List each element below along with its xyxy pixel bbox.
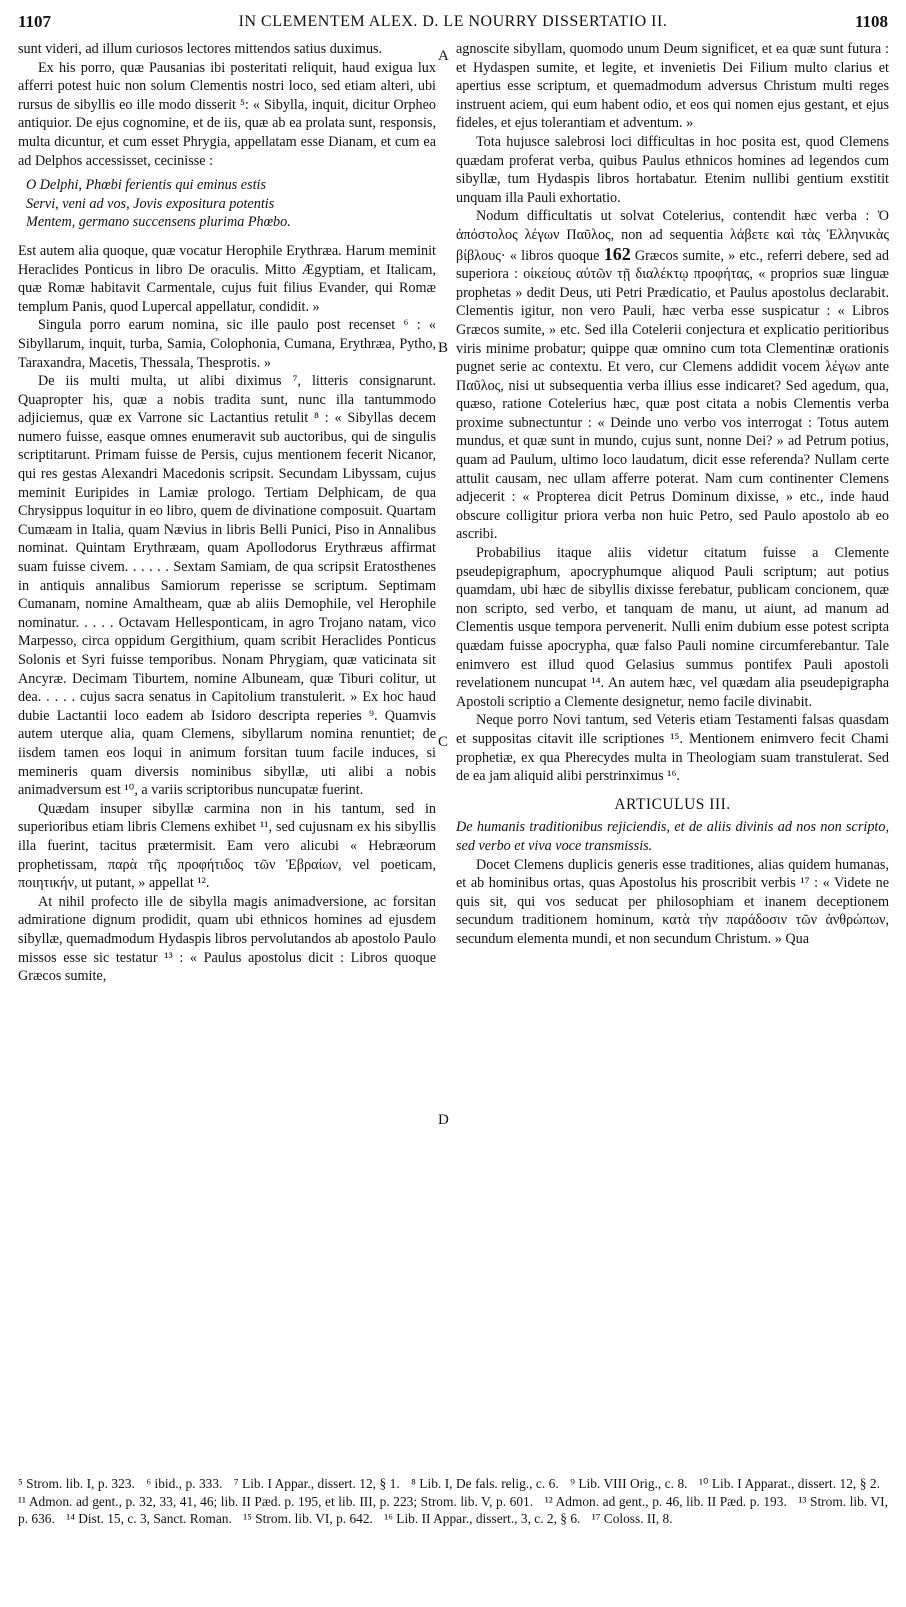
footnote: ¹⁶ Lib. II Appar., dissert., 3, c. 2, § 6. <box>384 1511 581 1526</box>
footnote: ¹⁴ Dist. 15, c. 3, Sanct. Roman. <box>66 1511 232 1526</box>
footnote: ⁶ ibid., p. 333. <box>146 1476 223 1491</box>
footnote: ⁹ Lib. VIII Orig., c. 8. <box>570 1476 688 1491</box>
paragraph: Neque porro Novi tantum, sed Veteris etiam Testamenti falsas quasdam et suppositas citavit ille scriptiones ¹⁵. Mentionem enimvero fecit Chami prophetiæ, ex qua Pherecydes multa in Theologiam suam transtulerat. Sed de ea jam aliquid alibi perstrinximus ¹⁶. <box>456 712 889 785</box>
verse-line: Mentem, germano succensens plurima Phœbo. <box>26 214 291 231</box>
page-number-left: 1107 <box>18 12 52 31</box>
article-heading: ARTICULUS III. <box>614 795 731 813</box>
paragraph: Tota hujusce salebrosi loci difficultas in hoc posita est, quod Clemens quædam proferat verba, quibus Paulus ethnicos homines ad legendos cum sibyllæ, tum Hydaspis libros hortabatur. Etenim nullibi gentium exstitit unquam illa Pauli exhortatio. <box>456 133 889 206</box>
page-number-right: 1108 <box>854 12 888 31</box>
article-subtitle: De humanis traditionibus rejiciendis, et de aliis divinis ad nos non scripto, sed verbo et viva voce transmissis. <box>456 819 889 854</box>
paragraph: Singula porro earum nomina, sic ille paulo post recenset ⁶ : « Sibyllarum, inquit, turba, Samia, Colophonia, Cumana, Erythræa, Pytho, Taraxandra, Macetis, Thessala, Thesprotis. » <box>18 317 436 371</box>
paragraph: At nihil profecto ille de sibylla magis animadversione, ac forsitan admiratione dignum prodidit, quam ubi ethnicos homines ad ejusdem sibyllæ, quemadmodum Hydaspis libros pervolutandos ab apostolo Paulo missos esse sic testatur ¹³ : « Paulus apostolus dicit : Libros quoque Græcos sumite, <box>18 893 436 985</box>
paragraph <box>456 207 889 544</box>
margin-marker-d: D <box>438 1112 449 1128</box>
paragraph: De iis multi multa, ut alibi diximus ⁷, litteris consignarunt. Quapropter his, quæ a nobis tradita sunt, nunc illa tantummodo adjiciemus, quæ ex Varrone sic Lactantius retulit ⁸ : « Sibyllas decem numero fuisse, easque omnes enumeravit sub auctoribus, qui de singulis scriptitarunt. Primam fuisse de Persis, cujus mentionem fecerit Nicanor, qui res gestas Alexandri Macedonis scripsit. Secundam Libyssam, cujus meminit Euripides in Lamiæ prologo. Tertiam Delphicam, de qua Chrysippus loquitur in eo libro, quem de divinatione composuit. Quartam Cumæam in Italia, quam Nævius in libris Belli Punici, Piso in Annalibus nominat. Quintam Erythræam, quam Apollodorus Erythræus affirmat suam fuisse civem. . . . . . Sextam Samiam, de qua scripsit Eratosthenes in antiquis annalibus Samiorum reperisse se scriptum. Septimam Cumanam, nomine Amaltheam, quæ ab aliis Demophile, vel Herophile nominatur. . . . . Octavam Hellesponticam, in agro Trojano natam, vico Marpesso, circa oppidum Gergithium, quam scribit Heraclides Ponticus Solonis et Syri fuisse temporibus. Nonam Phrygiam, quæ vaticinata sit Ancyræ. Decimam Tiburtem, nomine Albuneam, quæ Tiburi colitur, ut dea. . . . . cujus sacra senatus in Capitolium transtulerit. » Ex hoc haud dubie Lactantii loco eadem ab Isidoro descripta reperies ⁹. Quamvis autem uterque alia, quam Clemens, sibyllarum nomina renuntiet; de iisdem tamen eos loqui in animum forsitan tuum facile induces, si memineris quam diversis nominibus sibyllæ, uti alibi a nobis animadversum est ¹⁰, a variis scriptoribus nuncupatæ fuerint. <box>18 373 436 799</box>
paragraph-text: Nodum difficultatis ut solvat Cotelerius, contendit hæc verba : Ὁ ἀπόστολος λέγων Παῦλος, non ad sequentia λάβετε καὶ τὰς Ἑλληνικὰς βίβλους· « libros quoque <box>456 208 889 264</box>
footnote: ¹² Admon. ad gent., p. 46, lib. II Pæd. p. 193. <box>544 1493 787 1509</box>
footnotes <box>18 1475 888 1528</box>
paragraph: Probabilius itaque aliis videtur citatum fuisse a Clemente pseudepigraphum, apocryphumque aliquod Pauli scriptum; aut potius quamdam, ubi hæc de sibyllis dixisse ferebatur, publicam concionem, quæ non scripto, sed verbo, et tanquam de manu, ut aiunt, ad manum ad Clementis usque tempora pervenerit. Nulli enim dubium esse potest scripta quædam fuisse apocrypha, quæ falso Pauli nomine circumferebantur. Tale enimvero est illud quod Gelasius summus pontifex Pauli apostoli revelationem nuncupat ¹⁴. An autem hæc, vel quædam alia pseudepigrapha Apostoli scriptio a Clemente designetur, nemo facile divinabit. <box>456 545 889 710</box>
left-column <box>18 40 436 986</box>
footnote: ¹¹ Admon. ad gent., p. 32, 33, 41, 46; lib. II Pæd. p. 195, et lib. III, p. 223; Strom. lib. V, p. 601. <box>18 1493 534 1509</box>
paragraph: sunt videri, ad illum curiosos lectores mittendos satius duximus. <box>18 41 383 57</box>
margin-marker-b: B <box>438 340 449 356</box>
footnote: ⁸ Lib. I, De fals. relig., c. 6. <box>411 1476 559 1491</box>
paragraph: Est autem alia quoque, quæ vocatur Herophile Erythræa. Harum meminit Heraclides Ponticus in libro De oraculis. Mitto Ægyptiam, et Italicam, quæ Romæ habitavit Carmentale, cujus fuit filius Evander, qui Romæ templum Panis, quod Lupercal appellatur, condidit. » <box>18 242 436 315</box>
verse-line: Servi, veni ad vos, Jovis expositura potentis <box>26 195 275 212</box>
footnote: ¹⁷ Coloss. II, 8. <box>591 1511 673 1526</box>
footnote: ¹⁰ Lib. I Apparat., dissert. 12, § 2. <box>699 1476 880 1491</box>
page-header <box>18 12 888 34</box>
paragraph: Quædam insuper sibyllæ carmina non in his tantum, sed in superioribus etiam libris Clemens exhibet ¹¹, sed cujusnam ex his sibyllis illa fuerint, tacitus prætermisit. Eam vero alicubi « Hebræorum prophetissam, παρὰ τῆς προφήτιδος τῶν Ἑβραίων, vel poeticam, ποιητικήν, ut putant, » appellat ¹². <box>18 800 436 892</box>
right-column <box>456 40 889 949</box>
running-title: IN CLEMENTEM ALEX. D. LE NOURRY DISSERTATIO II. <box>238 13 668 30</box>
edition-page-marker: 162 <box>603 243 631 264</box>
paragraph: Ex his porro, quæ Pausanias ibi posteritati reliquit, haud exigua lux afferri potest huic non solum Clementis nostri loco, sed etiam alteri, ubi rursus de sibyllis eo ille modo disserit ⁵: « Sibylla, inquit, dicitur Orpheo antiquior. De ejus cognomine, et de iis, quæ ab ea prolata sunt, responsis, multa dicuntur, et cum esset Phrygia, appellatam esse Dianam, et cum ea ad Delphos accessisset, cecinisse : <box>18 59 436 169</box>
paragraph-text: Græcos sumite, » etc., referri debere, sed ad superiora : οἰκείους αὐτῶν τῇ διαλέκτῳ προφήτας, « proprios suæ linguæ prophetas » dedit Deus, uti Petri Prædicatio, et Paulus apostolus declarabit. Clementis igitur, non vero Pauli, hæc verba esse suspicatur : « Libros Græcos sumite, » etc. Sed illa Cotelerii conjectura et explicatio peritioribus viris minime probatur; quippe quæ omnino cum tota Clementinæ orationis pugnet serie ac contextu. Et vero, cur Clemens addidit vocem λέγων ante Παῦλος, nisi ut subsequentia verba illius esse indicaret? Sed agedum, qua, quæso, ratione Cotelerius hæc, quæ post citata a nobis Clementis verba proxime subnectuntur : « Deinde uno verbo vos interrogat : Totus autem mundus, et quæ sunt in mundo, cujus sunt, nonne Dei? » ad Petrum potius, quam ad Paulum, ultimo loco laudatum, dicit esse referenda? Nullam certe attulit causam, nec ullam afferre poterat. Nam cum continenter Clemens adjecerit : « Propterea dicit Petrus Dominum dixisse, » etc., inde haud obscure colligitur priora verba non huic Petro, sed Paulo apostolo ab eo ascribi. <box>456 247 890 543</box>
footnote: ¹⁵ Strom. lib. VI, p. 642. <box>243 1511 373 1526</box>
margin-marker-c: C <box>438 734 449 750</box>
verse-line: O Delphi, Phœbi ferientis qui eminus estis <box>26 177 266 194</box>
verse-quote <box>26 176 436 232</box>
footnote: ¹³ Strom. lib. VI, p. 636. <box>18 1493 888 1526</box>
footnote: ⁷ Lib. I Appar., dissert. 12, § 1. <box>233 1476 400 1491</box>
paragraph: Docet Clemens duplicis generis esse traditiones, alias quidem humanas, et ab hominibus ortas, quas Apostolus his proscribit verbis ¹⁷ : « Videte ne quis sit, qui vos seducat per philosophiam et inanem deceptionem secundum traditionem hominum, κατὰ τὴν παράδοσιν τῶν ἀνθρώπων, secundum elementa mundi, et non secundum Christum. » Qua <box>456 856 889 947</box>
margin-marker-a: A <box>438 48 449 64</box>
paragraph: agnoscite sibyllam, quomodo unum Deum significet, et ea quæ sunt futura : et Hydaspen sumite, et legite, et invenietis Dei Filium multo clarius et apertius esse scriptum, et quemadmodum adversus Christum multi reges instruent aciem, qui eum habent odio, et eos qui nomen ejus gestant, et ejus fideles, et ejus tolerantiam et adventum. » <box>456 41 889 132</box>
footnote: ⁵ Strom. lib. I, p. 323. <box>18 1476 135 1491</box>
